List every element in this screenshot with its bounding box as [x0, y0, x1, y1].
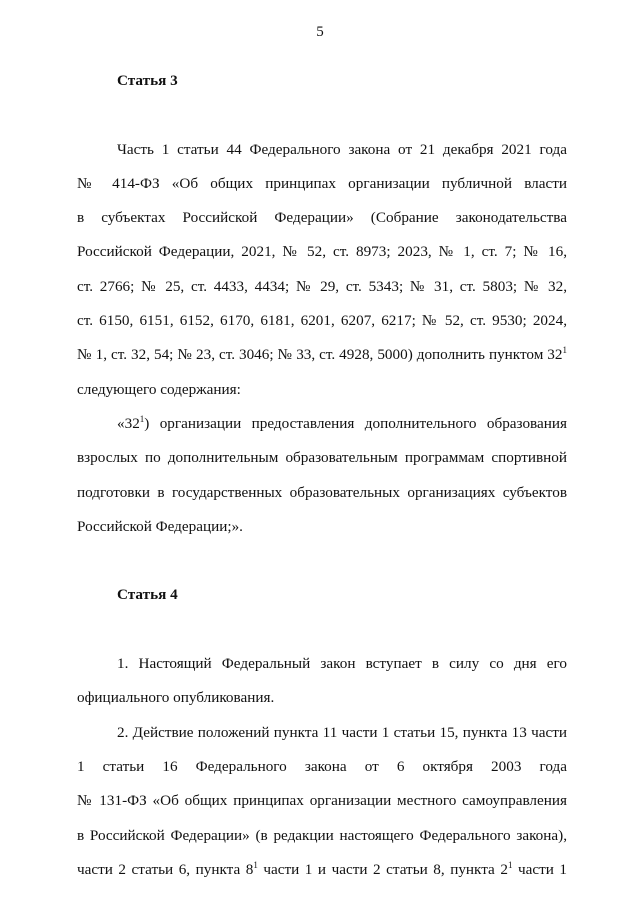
- spacer: [77, 544, 567, 578]
- article-3-line-7: [77, 338, 567, 372]
- article-4-p1-line-2: официального опубликования.: [77, 689, 275, 707]
- p2-last-part-b: части 1 и части 2 статьи 8, пункта 2: [257, 860, 508, 878]
- quote-line-3: подготовки в государственных образовательных организациях субъектов: [77, 483, 567, 501]
- article-4-heading: Статья 4: [117, 586, 178, 604]
- article-3-line-8: следующего содержания:: [77, 380, 241, 398]
- superscript: 1: [507, 859, 513, 870]
- superscript: 1: [139, 413, 145, 424]
- article-3-line-5: ст. 2766; № 25, ст. 4433, 4434; № 29, ст. 5343; № 31, ст. 5803; № 32,: [77, 277, 567, 295]
- article-3-line-2: № 414-ФЗ «Об общих принципах организации публичной власти: [77, 174, 567, 192]
- page-number: 5: [316, 24, 324, 40]
- article-3-line-1: Часть 1 статьи 44 Федерального закона от 21 декабря 2021 года: [117, 140, 567, 158]
- article-3-line-6: ст. 6150, 6151, 6152, 6170, 6181, 6201, 6207, 6217; № 52, ст. 9530; 2024,: [77, 312, 567, 330]
- article-4-p1-line-1: 1. Настоящий Федеральный закон вступает в силу со дня его: [117, 655, 567, 673]
- document-body: [77, 64, 567, 887]
- article-4-p2-line-3: № 131-ФЗ «Об общих принципах организации местного самоуправления: [77, 792, 567, 810]
- article-3-line-7-text: № 1, ст. 32, 54; № 23, ст. 3046; № 33, ст. 4928, 5000) дополнить пунктом 32: [77, 346, 563, 364]
- article-4-p2-line-2: 1 статьи 16 Федерального закона от 6 октября 2003 года: [77, 757, 567, 775]
- article-4-p2-line-4: в Российской Федерации» (в редакции настоящего Федерального закона),: [77, 826, 567, 844]
- superscript: 1: [562, 345, 567, 356]
- article-3-line-4: Российской Федерации, 2021, № 52, ст. 8973; 2023, № 1, ст. 7; № 16,: [77, 243, 567, 261]
- article-3-heading: Статья 3: [117, 72, 178, 89]
- spacer: [77, 98, 567, 132]
- article-4-p2-line-1: 2. Действие положений пункта 11 части 1 статьи 15, пункта 13 части: [117, 723, 567, 741]
- superscript: 1: [253, 859, 258, 870]
- p2-last-part-c: части 1: [512, 860, 567, 878]
- article-3-line-3: в субъектах Российской Федерации» (Собрание законодательства: [77, 209, 567, 227]
- quote-line-1: [77, 407, 567, 441]
- quote-rest: ) организации предоставления дополнительного образования: [144, 414, 567, 432]
- p2-last-part-a: части 2 статьи 6, пункта 8: [77, 860, 254, 878]
- article-4-p2-line-5: [77, 853, 567, 887]
- quote-line-2: взрослых по дополнительным образовательным программам спортивной: [77, 449, 567, 467]
- quote-open: «32: [117, 414, 140, 432]
- spacer: [77, 613, 567, 647]
- quote-line-4: Российской Федерации;».: [77, 517, 243, 535]
